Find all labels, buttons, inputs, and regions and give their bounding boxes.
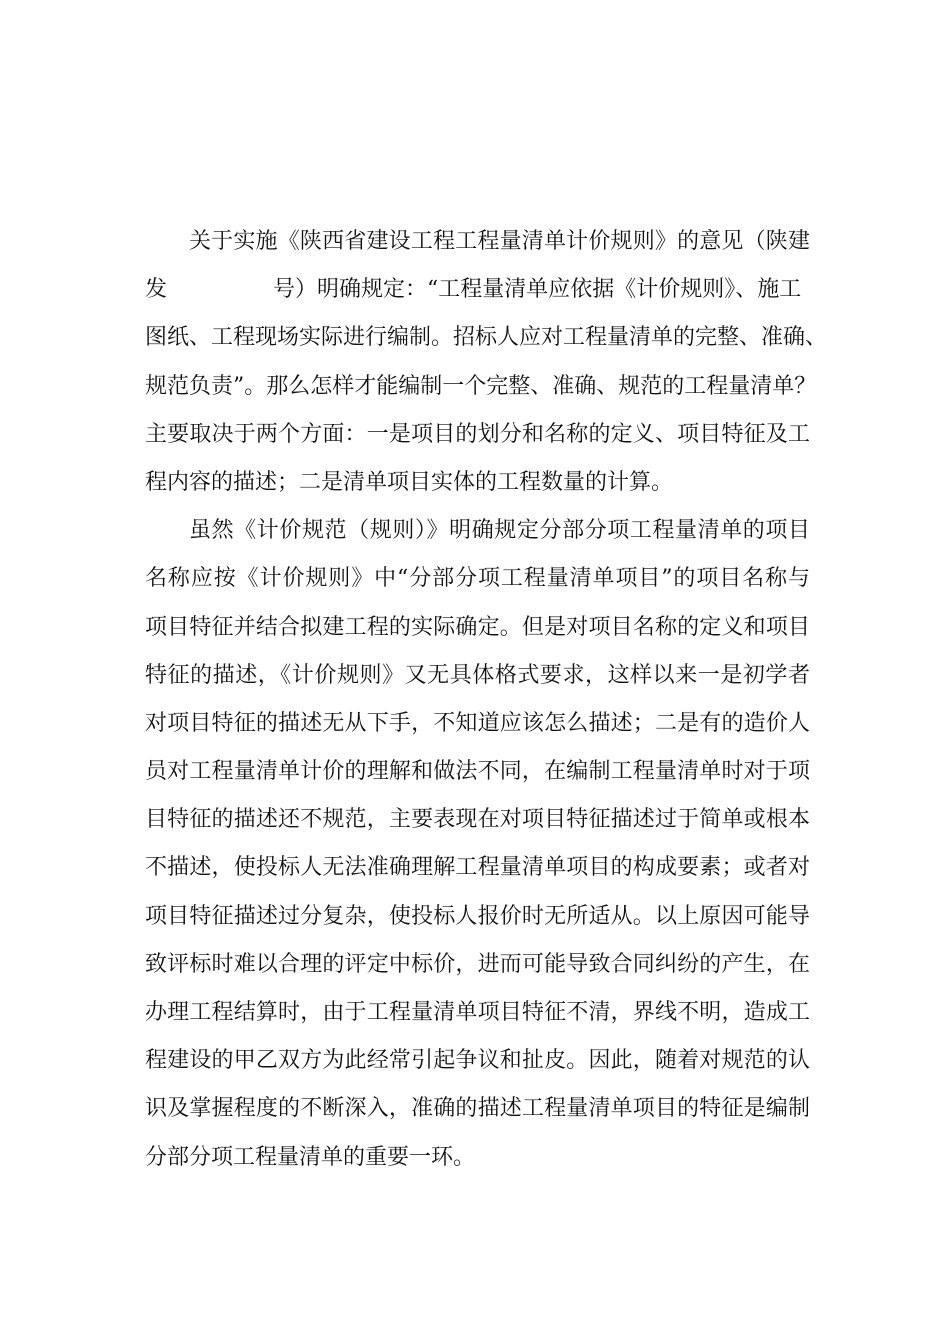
paragraph-2-line-9: 项目特征描述过分复杂，使投标人报价时无所适从。以上原因可能导	[145, 903, 810, 929]
paragraph-2-line-10: 致评标时难以合理的评定中标价，进而可能导致合同纠纷的产生，在	[145, 951, 810, 977]
paragraph-2-line-3: 项目特征并结合拟建工程的实际确定。但是对项目名称的定义和项目	[145, 614, 810, 640]
paragraph-2-line-13: 识及掌握程度的不断深入，准确的描述工程量清单项目的特征是编制	[145, 1096, 810, 1122]
paragraph-2-line-2: 名称应按《计价规则》中“分部分项工程量清单项目”的项目名称与	[145, 566, 810, 592]
paragraph-1-line-5: 主要取决于两个方面：一是项目的划分和名称的定义、项目特征及工	[145, 421, 810, 447]
paragraph-1-line-2	[145, 266, 810, 314]
paragraph-1-line-4: 规范负责”。那么怎样才能编制一个完整、准确、规范的工程量清单？	[145, 373, 817, 399]
paragraph-1-line-2-start: 发	[145, 277, 168, 303]
paragraph-1-line-3: 图纸、工程现场实际进行编制。招标人应对工程量清单的完整、准确、	[145, 325, 828, 351]
document-body	[145, 218, 828, 1182]
paragraph-1-line-6: 程内容的描述；二是清单项目实体的工程数量的计算。	[145, 469, 674, 495]
paragraph-2-line-6: 员对工程量清单计价的理解和做法不同，在编制工程量清单时对于项	[145, 759, 810, 785]
paragraph-1-line-1: 关于实施《陕西省建设工程工程量清单计价规则》的意见（陕建	[189, 229, 810, 254]
paragraph-2-line-11: 办理工程结算时，由于工程量清单项目特征不清，界线不明，造成工	[145, 1000, 810, 1025]
paragraph-2-line-14: 分部分项工程量清单的重要一环。	[145, 1144, 476, 1170]
paragraph-2-line-8: 不描述，使投标人无法准确理解工程量清单项目的构成要素；或者对	[145, 855, 810, 881]
paragraph-2-line-4: 特征的描述，《计价规则》又无具体格式要求，这样以来一是初学者	[145, 662, 810, 688]
paragraph-2-line-1: 虽然《计价规范（规则）》明确规定分部分项工程量清单的项目	[189, 518, 810, 544]
paragraph-1-line-2-end: 号）明确规定：“工程量清单应依据《计价规则》、施工	[273, 277, 802, 303]
paragraph-2-line-7: 目特征的描述还不规范，主要表现在对项目特征描述过于简单或根本	[145, 807, 810, 833]
paragraph-2-line-5: 对项目特征的描述无从下手，不知道应该怎么描述；二是有的造价人	[145, 710, 810, 736]
paragraph-2-line-12: 程建设的甲乙双方为此经常引起争议和扯皮。因此，随着对规范的认	[145, 1048, 810, 1074]
